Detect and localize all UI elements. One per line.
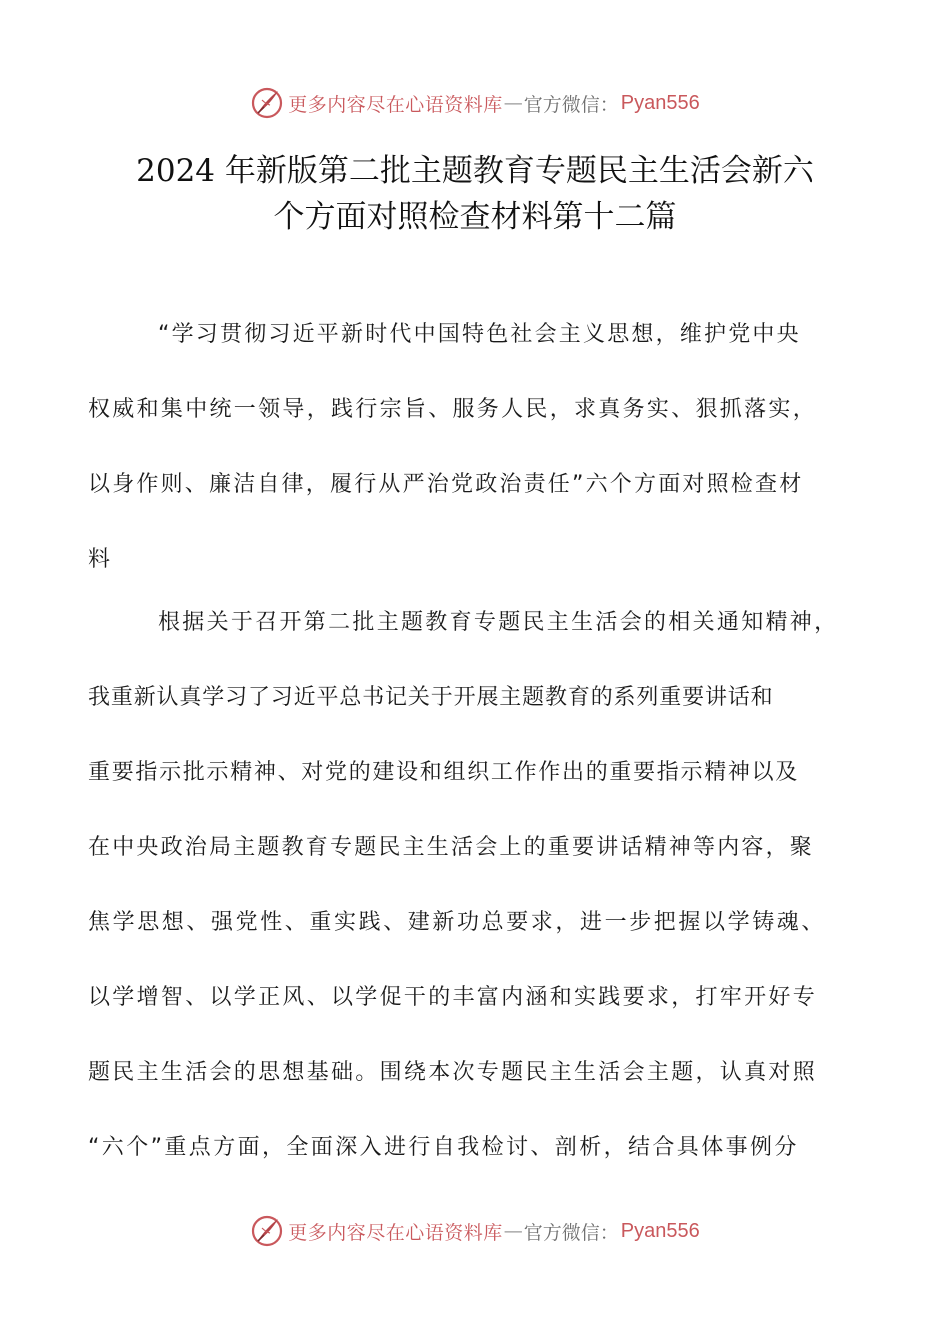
paragraph-line: 料 (88, 547, 111, 572)
paragraph-line: 以学增智、以学正风、以学促干的丰富内涵和实践要求，打牢开好专 (88, 985, 818, 1010)
watermark-wechat-id: Pyan556 (620, 91, 700, 114)
title-line: 2024 年新版第二批主题教育专题民主生活会新六 (136, 153, 814, 189)
paragraph-line: 题民主生活会的思想基础。围绕本次专题民主生活会主题，认真对照 (88, 1060, 818, 1085)
paragraph-body (88, 585, 868, 1185)
feather-quill-seal-icon (250, 1214, 284, 1248)
watermark-wechat-label: 官方微信： (523, 1221, 619, 1244)
watermark-dash: — (503, 92, 523, 114)
watermark-wechat-id: Pyan556 (620, 1219, 700, 1242)
header-watermark (0, 83, 950, 123)
paragraph-line: “学习贯彻习近平新时代中国特色社会主义思想，维护党中央 (158, 322, 801, 347)
watermark-library-text: 更多内容尽在心语资料库 (288, 1221, 503, 1244)
watermark-library-text: 更多内容尽在心语资料库 (288, 93, 503, 116)
feather-quill-seal-icon (250, 86, 284, 120)
paragraph-line: 根据关于召开第二批主题教育专题民主生活会的相关通知精神， (158, 610, 839, 635)
paragraph-topic (88, 297, 868, 597)
paragraph-line: 权威和集中统一领导，践行宗旨、服务人民，求真务实、狠抓落实， (88, 397, 818, 422)
watermark-wechat-label: 官方微信： (523, 93, 619, 116)
document-title (0, 148, 950, 240)
paragraph-line: 以身作则、廉洁自律，履行从严治党政治责任”六个方面对照检查材 (88, 472, 804, 497)
paragraph-line: “六个”重点方面，全面深入进行自我检讨、剖析，结合具体事例分 (88, 1135, 799, 1160)
watermark-dash: — (503, 1220, 523, 1242)
paragraph-line: 我重新认真学习了习近平总书记关于开展主题教育的系列重要讲话和 (88, 685, 774, 710)
paragraph-line: 焦学思想、强党性、重实践、建新功总要求，进一步把握以学铸魂、 (88, 910, 827, 935)
footer-watermark (0, 1211, 950, 1251)
paragraph-line: 重要指示批示精神、对党的建设和组织工作作出的重要指示精神以及 (88, 760, 800, 785)
title-line: 个方面对照检查材料第十二篇 (273, 199, 677, 235)
paragraph-line: 在中央政治局主题教育专题民主生活会上的重要讲话精神等内容，聚 (88, 835, 815, 860)
